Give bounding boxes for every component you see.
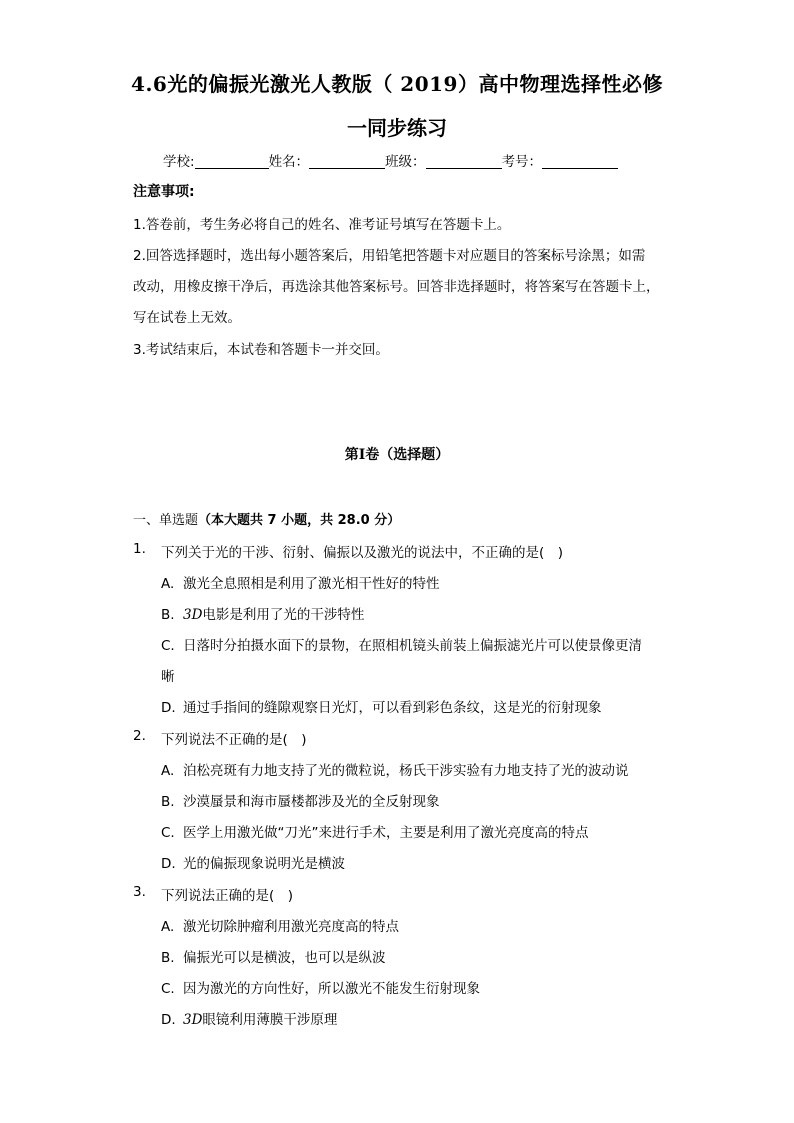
- option-d: [161, 1008, 337, 1028]
- option-text: 激光全息照相是利用了激光相干性好的特性: [183, 576, 440, 592]
- option-d: [161, 696, 602, 716]
- option-a: [161, 572, 440, 592]
- option-label: B.: [161, 950, 175, 966]
- notice-title: 注意事项:: [133, 184, 195, 200]
- option-label: C.: [161, 638, 175, 654]
- notice-line: 1.答卷前，考生务必将自己的姓名、准考证号填写在答题卡上。: [133, 217, 511, 233]
- volume-title: 第I卷（选择题）: [344, 447, 450, 463]
- exam-no-label: 考号：: [501, 154, 543, 170]
- option-d: [161, 852, 345, 872]
- school-blank: [195, 154, 269, 169]
- option-label: B.: [161, 607, 175, 623]
- option-label: B.: [161, 794, 175, 810]
- option-b: [161, 603, 364, 623]
- option-text: 激光切除肿瘤利用激光亮度高的特点: [183, 919, 399, 935]
- school-label: 学校:: [163, 154, 195, 170]
- option-prefix: 3D: [183, 1012, 203, 1028]
- class-blank: [426, 154, 502, 169]
- notice-line: 3.考试结束后，本试卷和答题卡一并交回。: [133, 342, 389, 358]
- option-c: [161, 977, 480, 997]
- option-label: C.: [161, 981, 175, 997]
- question-number: 1.: [133, 541, 146, 557]
- question-stem: 下列说法正确的是( ): [161, 888, 294, 904]
- option-prefix: 3D: [183, 607, 203, 623]
- question-number: 2.: [133, 728, 146, 744]
- option-text: 日落时分拍摄水面下的景物，在照相机镜头前装上偏振滤光片可以使景像更清: [183, 638, 642, 654]
- option-a: [161, 759, 629, 779]
- option-label: C.: [161, 825, 175, 841]
- option-text: 光的偏振现象说明光是横波: [183, 856, 345, 872]
- question-stem: 下列说法不正确的是( ): [161, 732, 307, 748]
- option-a: [161, 915, 399, 935]
- option-text: 眼镜利用薄膜干涉原理: [202, 1012, 338, 1028]
- option-text: 医学上用激光做“刀光”来进行手术，主要是利用了激光亮度高的特点: [183, 825, 589, 841]
- option-text: 因为激光的方向性好，所以激光不能发生衍射现象: [183, 981, 480, 997]
- option-label: A.: [161, 763, 175, 779]
- option-c-continuation: 晰: [161, 669, 175, 685]
- page-title-line1: 4.6光的偏振光激光人教版（ 2019）高中物理选择性必修: [131, 72, 663, 96]
- section-detail: （本大题共 7 小题，共 28.0 分）: [198, 513, 401, 528]
- option-c: [161, 634, 642, 654]
- section-heading: [133, 509, 400, 528]
- student-info-row: [163, 150, 618, 170]
- option-text: 泊松亮斑有力地支持了光的微粒说，杨氏干涉实验有力地支持了光的波动说: [183, 763, 629, 779]
- question-stem: 下列关于光的干涉、衍射、偏振以及激光的说法中，不正确的是( ): [161, 545, 564, 561]
- option-label: A.: [161, 919, 175, 935]
- name-label: 姓名：: [268, 154, 310, 170]
- notice-line: 改动，用橡皮擦干净后，再选涂其他答案标号。回答非选择题时，将答案写在答题卡上，: [133, 279, 660, 295]
- question-number: 3.: [133, 884, 146, 900]
- option-text: 电影是利用了光的干涉特性: [202, 607, 365, 623]
- option-label: D.: [161, 856, 176, 872]
- option-c: [161, 821, 589, 841]
- option-b: [161, 946, 386, 966]
- option-label: A.: [161, 576, 175, 592]
- class-label: 班级：: [385, 154, 426, 170]
- option-text: 通过手指间的缝隙观察日光灯，可以看到彩色条纹，这是光的衍射现象: [183, 700, 602, 716]
- exam-no-blank: [542, 154, 618, 169]
- option-text: 偏振光可以是横波，也可以是纵波: [183, 950, 386, 966]
- option-text: 沙漠蜃景和海市蜃楼都涉及光的全反射现象: [183, 794, 440, 810]
- option-b: [161, 790, 440, 810]
- notice-line: 2.回答选择题时，选出每小题答案后，用铅笔把答题卡对应题目的答案标号涂黑；如需: [133, 248, 646, 264]
- notice-line: 写在试卷上无效。: [133, 310, 241, 326]
- page-title-line2: 一同步练习: [347, 116, 447, 140]
- option-label: D.: [161, 1012, 176, 1028]
- option-label: D.: [161, 700, 176, 716]
- section-prefix: 一、单选题: [133, 513, 199, 528]
- name-blank: [309, 154, 385, 169]
